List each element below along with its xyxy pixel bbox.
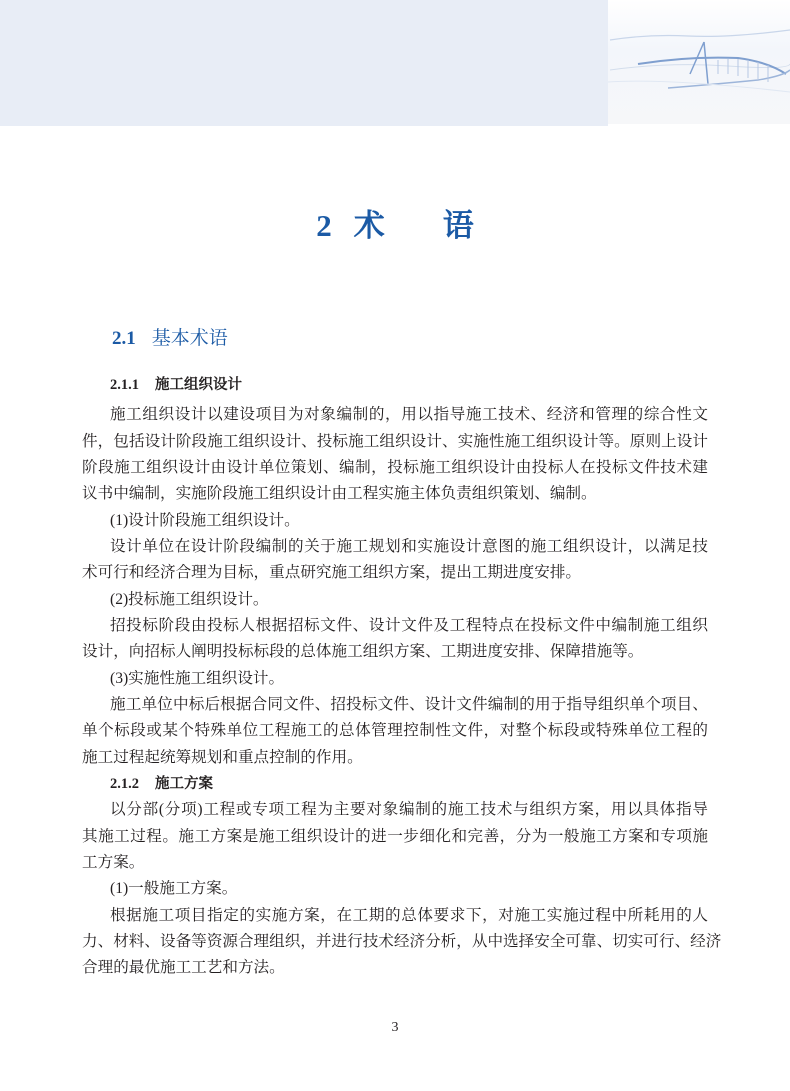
subsection-number: 2.1.1 bbox=[110, 377, 139, 393]
subsection-title: 施工组织设计 bbox=[155, 377, 242, 393]
text-line: 合理的最优施工工艺和方法。 bbox=[82, 959, 285, 977]
text-line: 单个标段或某个特殊单位工程施工的总体管理控制性文件，对整个标段或特殊单位工程的 bbox=[82, 722, 708, 740]
page-number: 3 bbox=[391, 1020, 399, 1035]
subsection-number: 2.1.2 bbox=[110, 775, 139, 792]
list-item-heading: (2)投标施工组织设计。 bbox=[110, 590, 269, 608]
subsection-title: 施工方案 bbox=[155, 775, 213, 792]
chapter-title bbox=[0, 200, 790, 245]
text-line: 施工组织设计以建设项目为对象编制的，用以指导施工技术、经济和管理的综合性文 bbox=[110, 406, 708, 424]
text-line: 工方案。 bbox=[82, 853, 145, 871]
subsection-heading bbox=[82, 372, 708, 398]
text-line: 议书中编制，实施阶段施工组织设计由工程实施主体负责组织策划、编制。 bbox=[82, 485, 597, 503]
text-line: 力、材料、设备等资源合理组织，并进行技术经济分析，从中选择安全可靠、切实可行、经济 bbox=[82, 932, 722, 950]
section-number: 2.1 bbox=[112, 328, 136, 349]
text-line: 施工过程起统筹规划和重点控制的作用。 bbox=[82, 748, 363, 766]
text-line: 术可行和经济合理为目标，重点研究施工组织方案，提出工期进度安排。 bbox=[82, 564, 582, 582]
text-line: 施工单位中标后根据合同文件、招投标文件、设计文件编制的用于指导组织单个项目、 bbox=[110, 695, 708, 713]
list-item-heading: (1)设计阶段施工组织设计。 bbox=[110, 511, 300, 529]
text-line: 件，包括设计阶段施工组织设计、投标施工组织设计、实施性施工组织设计等。原则上设计 bbox=[82, 432, 708, 450]
section-heading bbox=[112, 323, 228, 350]
list-item-heading: (3)实施性施工组织设计。 bbox=[110, 669, 285, 687]
chapter-title-part: 语 bbox=[442, 208, 474, 243]
bridge-sketch-icon bbox=[608, 0, 790, 124]
text-line: 设计，向招标人阐明投标标段的总体施工组织方案、工期进度安排、保障措施等。 bbox=[82, 643, 644, 661]
header-band bbox=[0, 0, 608, 126]
text-line: 设计单位在设计阶段编制的关于施工规划和实施设计意图的施工组织设计，以满足技 bbox=[110, 537, 708, 555]
list-item-heading: (1)一般施工方案。 bbox=[110, 880, 238, 898]
text-line: 根据施工项目指定的实施方案，在工期的总体要求下，对施工实施过程中所耗用的人 bbox=[110, 906, 708, 924]
body-text bbox=[82, 372, 722, 982]
text-line: 其施工过程。施工方案是施工组织设计的进一步细化和完善，分为一般施工方案和专项施 bbox=[82, 827, 708, 845]
section-title: 基本术语 bbox=[151, 328, 228, 349]
chapter-number: 2 bbox=[316, 208, 332, 243]
text-line: 阶段施工组织设计由设计单位策划、编制，投标施工组织设计由投标人在投标文件技术建 bbox=[82, 458, 708, 476]
chapter-title-part: 术 bbox=[353, 208, 385, 243]
subsection-heading bbox=[82, 771, 708, 797]
header-bridge-illustration bbox=[608, 0, 790, 124]
text-line: 招投标阶段由投标人根据招标文件、设计文件及工程特点在投标文件中编制施工组织 bbox=[110, 616, 708, 634]
text-line: 以分部(分项)工程或专项工程为主要对象编制的施工技术与组织方案，用以具体指导 bbox=[110, 801, 708, 819]
